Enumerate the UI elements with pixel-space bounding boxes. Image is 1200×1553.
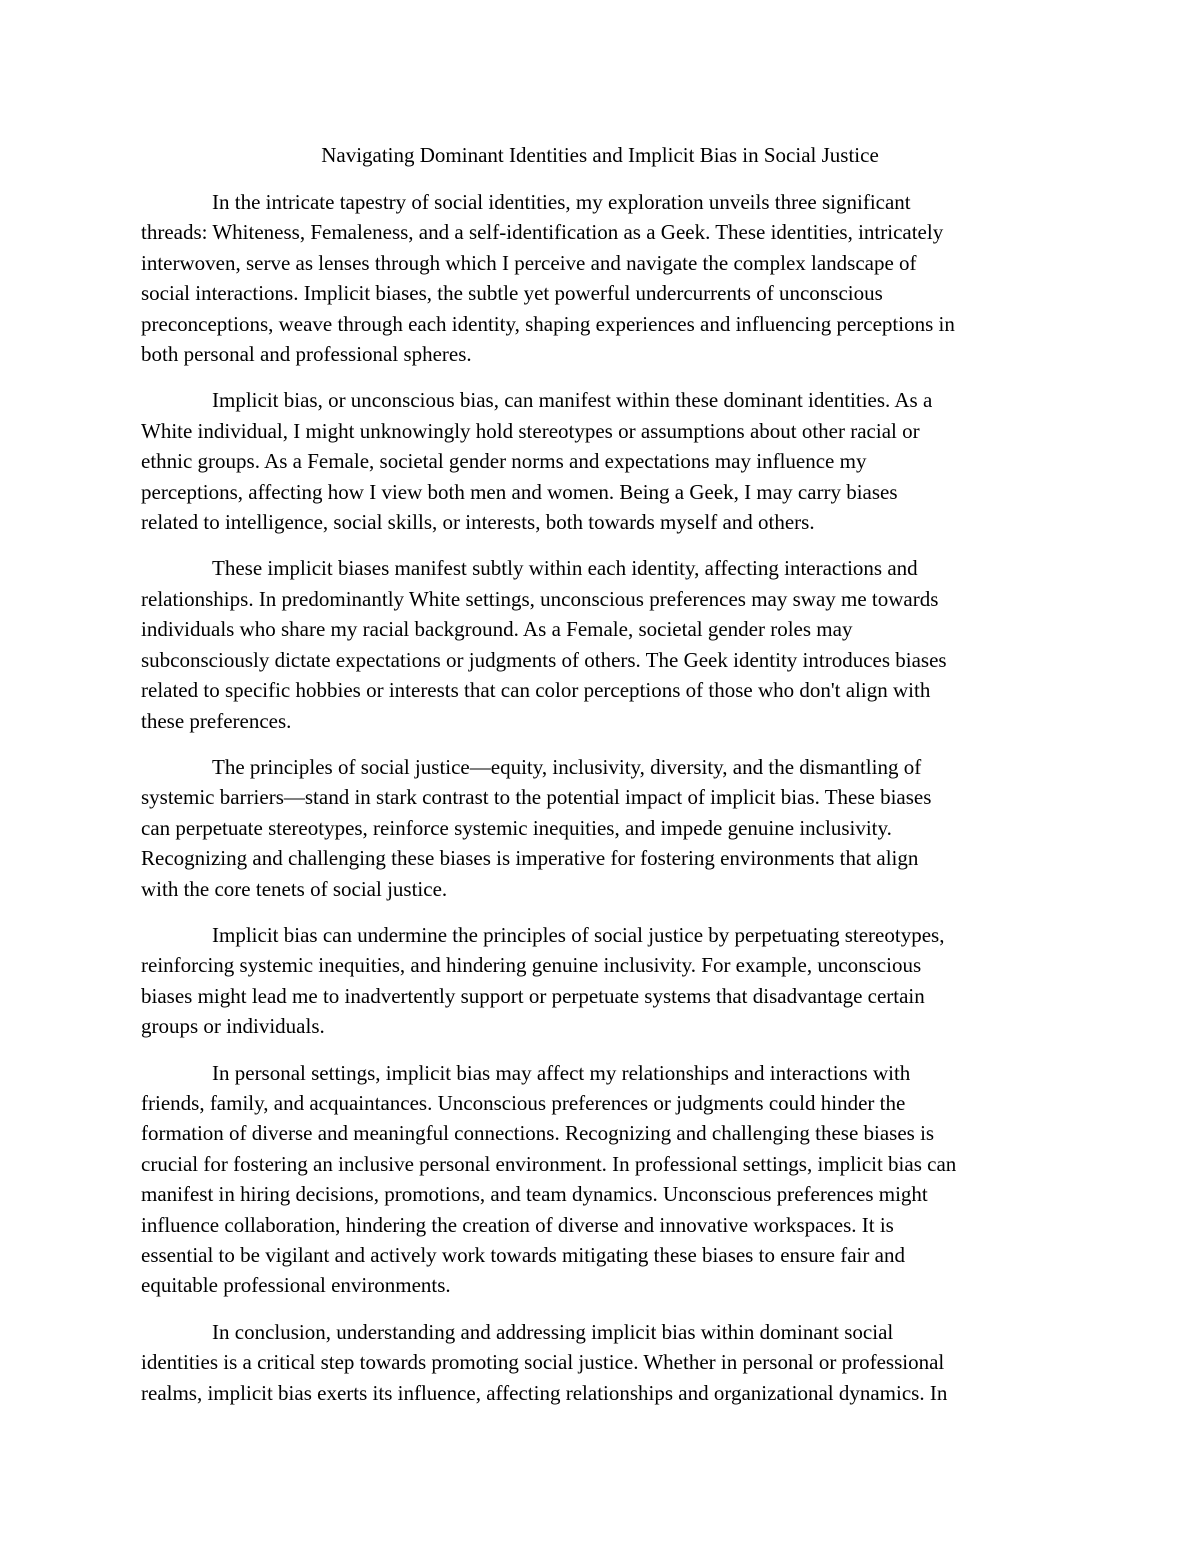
paragraph	[141, 920, 1059, 1042]
paragraph-line: interwoven, serve as lenses through which I perceive and navigate the complex landscape of	[141, 250, 917, 275]
paragraph	[141, 752, 1059, 904]
paragraph-line: groups or individuals.	[141, 1014, 325, 1039]
document-page	[141, 140, 1059, 1424]
paragraph-line: crucial for fostering an inclusive personal environment. In professional settings, implicit bias can	[141, 1151, 957, 1176]
document-body	[141, 187, 1059, 1408]
paragraph-line: manifest in hiring decisions, promotions, and team dynamics. Unconscious preferences might	[141, 1182, 928, 1207]
paragraph	[141, 187, 1059, 369]
paragraph-line: equitable professional environments.	[141, 1273, 451, 1298]
paragraph	[141, 553, 1059, 735]
paragraph-line: both personal and professional spheres.	[141, 342, 472, 367]
paragraph-line: These implicit biases manifest subtly within each identity, affecting interactions and	[212, 556, 918, 581]
document-title: Navigating Dominant Identities and Implicit Bias in Social Justice	[321, 143, 879, 167]
paragraph-line: formation of diverse and meaningful connections. Recognizing and challenging these biases is	[141, 1121, 935, 1146]
paragraph-line: In conclusion, understanding and addressing implicit bias within dominant social	[212, 1319, 894, 1344]
paragraph-line: friends, family, and acquaintances. Unconscious preferences or judgments could hinder the	[141, 1090, 906, 1115]
paragraph-line: threads: Whiteness, Femaleness, and a self-identification as a Geek. These identities, intricately	[141, 220, 944, 245]
paragraph-line: related to specific hobbies or interests that can color perceptions of those who don't align with	[141, 678, 931, 703]
paragraph-line: these preferences.	[141, 708, 292, 733]
paragraph-line: related to intelligence, social skills, or interests, both towards myself and others.	[141, 510, 815, 535]
paragraph-line: influence collaboration, hindering the creation of diverse and innovative workspaces. It is	[141, 1212, 894, 1237]
paragraph-line: social interactions. Implicit biases, the subtle yet powerful undercurrents of unconscious	[141, 281, 883, 306]
paragraph-line: Implicit bias can undermine the principles of social justice by perpetuating stereotypes,	[212, 922, 945, 947]
paragraph-line: ethnic groups. As a Female, societal gender norms and expectations may influence my	[141, 449, 867, 474]
paragraph-line: identities is a critical step towards promoting social justice. Whether in personal or professional	[141, 1350, 945, 1375]
paragraph-line: relationships. In predominantly White settings, unconscious preferences may sway me towards	[141, 586, 939, 611]
paragraph	[141, 1058, 1059, 1301]
paragraph-line: White individual, I might unknowingly hold stereotypes or assumptions about other racial or	[141, 418, 920, 443]
paragraph-line: individuals who share my racial background. As a Female, societal gender roles may	[141, 617, 853, 642]
paragraph-line: biases might lead me to inadvertently support or perpetuate systems that disadvantage certain	[141, 983, 925, 1008]
paragraph-line: systemic barriers—stand in stark contrast to the potential impact of implicit bias. These biases	[141, 785, 932, 810]
paragraph-line: The principles of social justice—equity, inclusivity, diversity, and the dismantling of	[212, 754, 922, 779]
paragraph-line: can perpetuate stereotypes, reinforce systemic inequities, and impede genuine inclusivity.	[141, 815, 892, 840]
paragraph-line: essential to be vigilant and actively work towards mitigating these biases to ensure fair and	[141, 1243, 905, 1267]
paragraph-line: perceptions, affecting how I view both men and women. Being a Geek, I may carry biases	[141, 479, 898, 504]
paragraph-line: realms, implicit bias exerts its influence, affecting relationships and organizational dynamics. In	[141, 1380, 948, 1405]
paragraph-line: Implicit bias, or unconscious bias, can manifest within these dominant identities. As a	[212, 388, 933, 413]
paragraph-line: with the core tenets of social justice.	[141, 876, 448, 901]
paragraph-line: subconsciously dictate expectations or judgments of others. The Geek identity introduces biases	[141, 647, 947, 672]
paragraph-line: In personal settings, implicit bias may affect my relationships and interactions with	[212, 1060, 911, 1085]
paragraph-line: Recognizing and challenging these biases is imperative for fostering environments that align	[141, 846, 919, 871]
paragraph-line: reinforcing systemic inequities, and hindering genuine inclusivity. For example, unconscious	[141, 953, 922, 978]
paragraph	[141, 385, 1059, 537]
paragraph-line: preconceptions, weave through each identity, shaping experiences and influencing perceptions in	[141, 311, 955, 336]
paragraph-line: In the intricate tapestry of social identities, my exploration unveils three significant	[212, 190, 911, 214]
paragraph	[141, 1317, 1059, 1408]
